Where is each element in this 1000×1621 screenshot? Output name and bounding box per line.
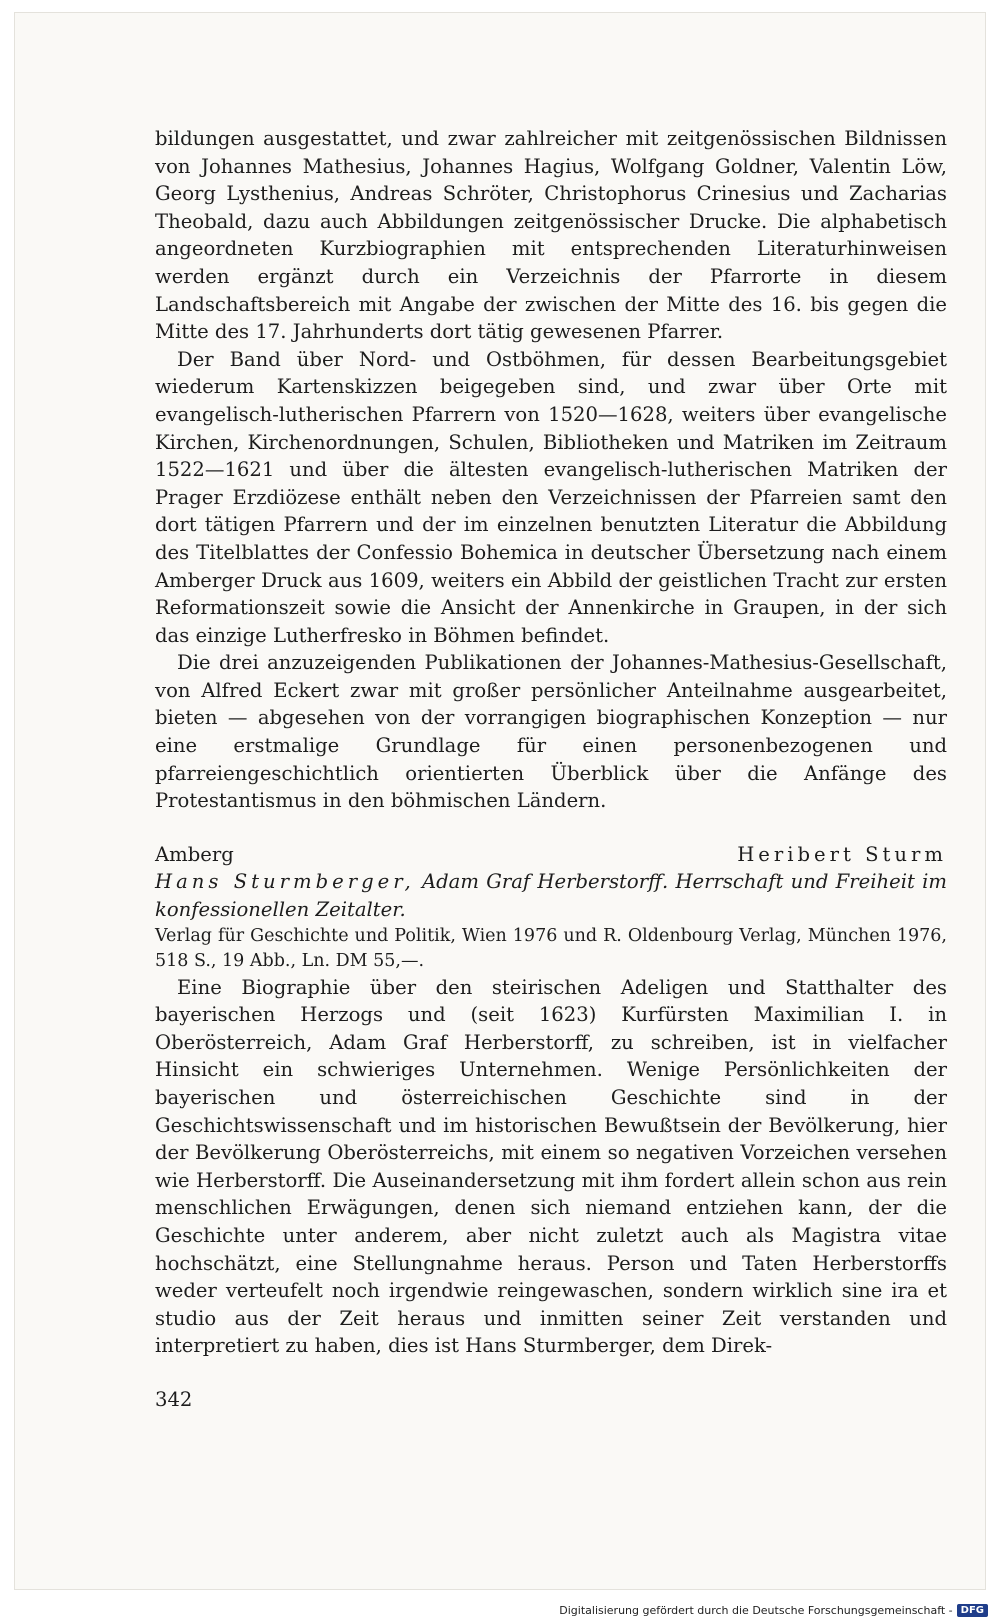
document-page — [14, 12, 986, 1590]
paragraph-2: Der Band über Nord- und Ostböhmen, für dessen Bearbeitungsgebiet wiederum Kartenskizzen beigegeben sind, und zwar über Orte mit evangelisch-lutherischen Pfarrern von 1520—1628, weiters über evangelische Kirchen, Kirchenordnungen, Schulen, Bibliotheken und Matriken im Zeitraum 1522—1621 und über die ältesten evangelisch-lutherischen Matriken der Prager Erzdiözese enthält neben den Verzeichnissen der Pfarreien samt den dort tätigen Pfarrern und der im einzelnen benutzten Literatur die Abbildung des Titelblattes der Confessio Bohemica in deutscher Übersetzung nach einem Amberger Druck aus 1609, weiters ein Abbild der geistlichen Tracht zur ersten Reformationszeit sowie die Ansicht der Annenkirche in Graupen, in der sich das einzige Lutherfresko in Böhmen befindet. — [155, 347, 947, 647]
signature — [155, 841, 947, 869]
text-block — [155, 125, 947, 1360]
paragraph-1: bildungen ausgestattet, und zwar zahlreicher mit zeitgenössischen Bildnissen von Johannes Mathesius, Johannes Hagius, Wolfgang Goldner, Valentin Löw, Georg Lysthenius, Andreas Schröter, Christophorus Crinesius und Zacharias Theobald, dazu auch Abbildungen zeitgenössischer Drucke. Die alphabetisch angeordneten Kurzbiographien mit entsprechenden Literaturhinweisen werden ergänzt durch ein Verzeichnis der Pfarrorte in diesem Landschaftsbereich mit Angabe der zwischen der Mitte des 16. bis gegen die Mitte des 17. Jahrhunderts dort tätig gewesenen Pfarrer. — [155, 127, 947, 344]
signature-place: Amberg — [155, 842, 234, 866]
review-title: Adam Graf Herberstorff. Herrschaft und Freiheit im konfessionellen Zeitalter. — [155, 870, 947, 922]
review-author: Hans Sturmberger, — [155, 870, 415, 894]
dfg-logo: DFG — [957, 1604, 988, 1617]
review-heading — [155, 868, 947, 923]
page-number: 342 — [155, 1388, 193, 1411]
paragraph-3: Die drei anzuzeigenden Publikationen der Johannes-Mathesius-Gesellschaft, von Alfred Eckert zwar mit großer persönlicher Anteilnahme ausgearbeitet, bieten — abgesehen von der vorrangigen biographischen Konzeption — nur eine erstmalige Grundlage für einen personenbezogenen und pfarreiengeschichtlich orientierten Überblick über die Anfänge des Protestantismus in den böhmischen Ländern. — [155, 651, 947, 813]
publication-info: Verlag für Geschichte und Politik, Wien 1976 und R. Oldenbourg Verlag, München 1976, 518 S., 19 Abb., Ln. DM 55,—. — [155, 925, 947, 971]
footer-credit — [559, 1604, 988, 1617]
footer-text: Digitalisierung gefördert durch die Deutsche Forschungsgemeinschaft - — [559, 1604, 953, 1617]
review-body: Eine Biographie über den steirischen Adeligen und Statthalter des bayerischen Herzogs und (seit 1623) Kurfürsten Maximilian I. in Oberösterreich, Adam Graf Herberstorff, zu schreiben, ist in vielfacher Hinsicht ein schwieriges Unternehmen. Wenige Persönlichkeiten der bayerischen und österreichischen Geschichte sind in der Geschichtswissenschaft und im historischen Bewußtsein der Bevölkerung, hier der Bevölkerung Oberösterreichs, mit einem so negativen Vorzeichen versehen wie Herberstorff. Die Auseinandersetzung mit ihm fordert allein schon aus rein menschlichen Erwägungen, denen sich niemand entziehen kann, der die Geschichte unter anderem, aber nicht zuletzt auch als Magistra vitae hochschätzt, eine Stellungnahme heraus. Person und Taten Herberstorffs weder verteufelt noch irgendwie reingewaschen, sondern wirklich sine ira et studio aus der Zeit heraus und inmitten seiner Zeit verstanden und interpretiert zu haben, dies ist Hans Sturmberger, dem Direk- — [155, 975, 947, 1358]
signature-name: Heribert Sturm — [737, 842, 947, 866]
